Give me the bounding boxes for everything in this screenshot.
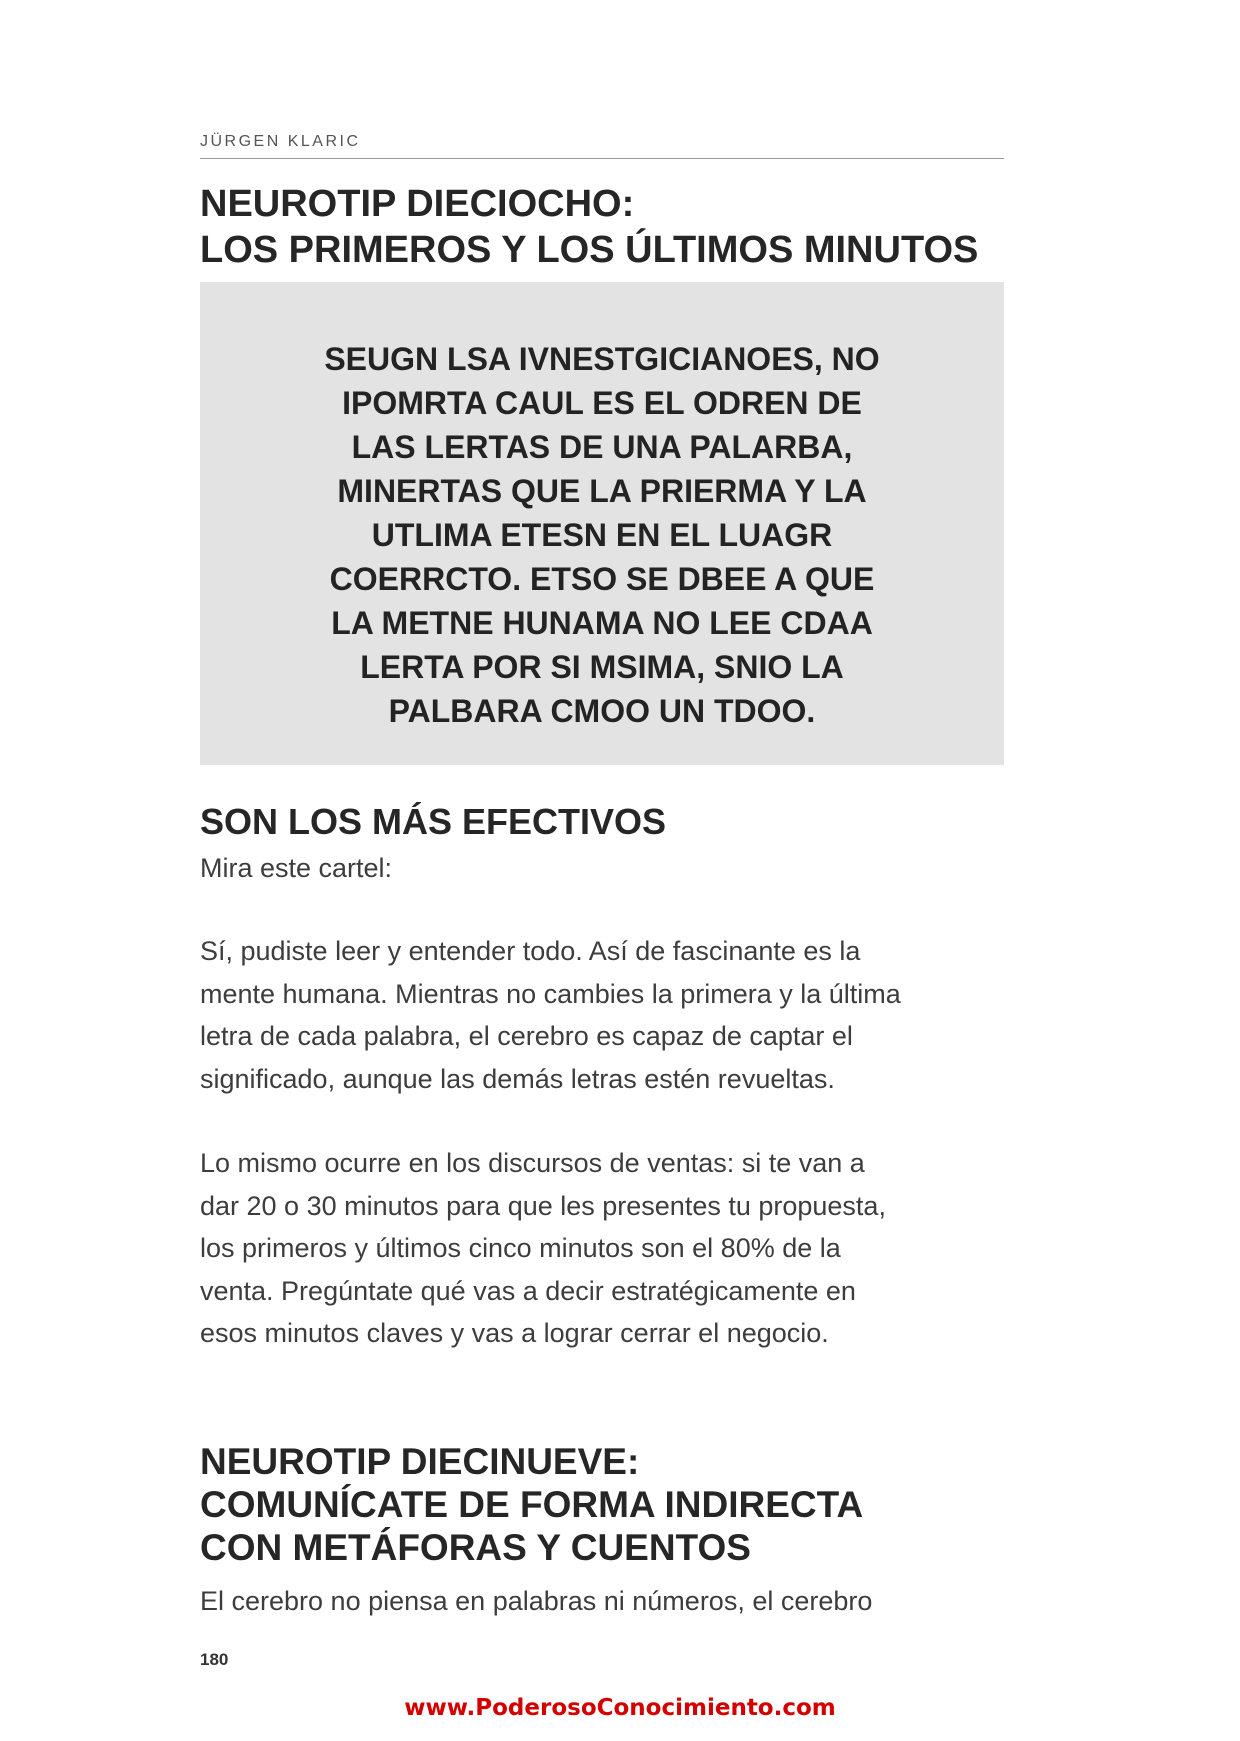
paragraph-line: letra de cada palabra, el cerebro es capaz de captar el: [200, 1021, 853, 1051]
callout-line: MINERTAS QUE LA PRIERMA Y LA: [337, 473, 867, 509]
paragraph: El cerebro no piensa en palabras ni números, el cerebro: [200, 1586, 873, 1616]
section-title-line: LOS PRIMEROS Y LOS ÚLTIMOS MINUTOS: [200, 229, 979, 271]
section-title-neurotip-19: [200, 1440, 1020, 1569]
paragraph-line: venta. Pregúntate qué vas a decir estratégicamente en: [200, 1275, 856, 1306]
watermark-url: www.PoderosoConocimiento.com: [404, 1695, 836, 1721]
callout-line: COERRCTO. ETSO SE DBEE A QUE: [329, 561, 875, 597]
callout-line: LA METNE HUNAMA NO LEE CDAA: [331, 605, 873, 641]
callout-line: LAS LERTAS DE UNA PALARBA,: [351, 429, 853, 465]
intro-text: Mira este cartel:: [200, 853, 393, 883]
callout-line: PALBARA CMOO UN TDOO.: [388, 693, 816, 729]
callout-line: IPOMRTA CAUL ES EL ODREN DE: [342, 385, 862, 421]
paragraph-line: los primeros y últimos cinco minutos son el 80% de la: [200, 1233, 841, 1263]
paragraph-line: significado, aunque las demás letras estén revueltas.: [200, 1063, 835, 1094]
paragraph: [200, 1142, 1020, 1355]
section-title-line: NEUROTIP DIECIOCHO:: [200, 183, 635, 225]
section-title-line: CON METÁFORAS Y CUENTOS: [200, 1527, 751, 1568]
paragraph-line: esos minutos claves y vas a lograr cerrar el negocio.: [200, 1318, 829, 1348]
running-head: JÜRGEN KLARIC: [200, 133, 1004, 159]
scrambled-text-callout: [200, 282, 1004, 765]
callout-line: UTLIMA ETESN EN EL LUAGR: [371, 517, 833, 553]
paragraph-line: mente humana. Mientras no cambies la primera y la última: [200, 978, 901, 1009]
section-title-line: NEUROTIP DIECINUEVE:: [200, 1441, 640, 1482]
callout-line: SEUGN LSA IVNESTGICIANOES, NO: [324, 341, 880, 377]
paragraph: [200, 930, 1020, 1100]
section-title-neurotip-18: [200, 181, 1020, 273]
callout-line: LERTA POR SI MSIMA, SNIO LA: [360, 649, 844, 685]
paragraph-line: Sí, pudiste leer y entender todo. Así de fascinante es la: [200, 936, 861, 966]
page-number: 180: [200, 1650, 229, 1669]
section-title-line: COMUNÍCATE DE FORMA INDIRECTA: [200, 1484, 864, 1525]
paragraph-line: Lo mismo ocurre en los discursos de ventas: si te van a: [200, 1148, 865, 1178]
subheading: SON LOS MÁS EFECTIVOS: [200, 801, 667, 842]
paragraph-line: dar 20 o 30 minutos para que les presentes tu propuesta,: [200, 1190, 886, 1221]
callout-text: [200, 337, 1004, 733]
